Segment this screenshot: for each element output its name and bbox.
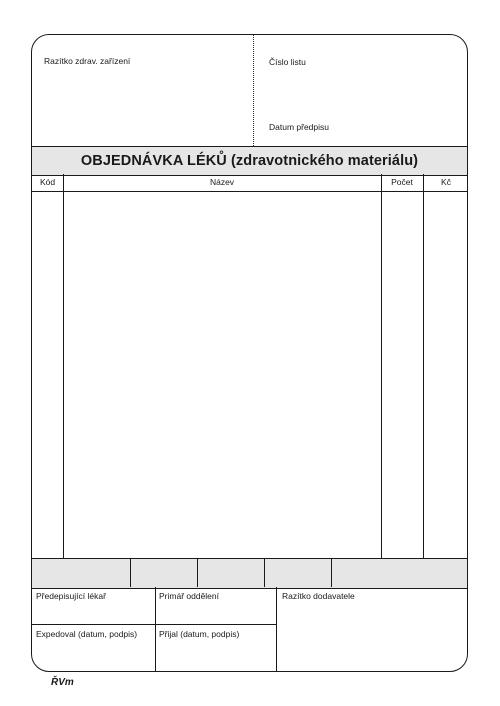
publisher-logo: ŘVm (51, 677, 74, 688)
column-header-code: Kód (39, 177, 56, 187)
received-label: Přijal (datum, podpis) (159, 629, 240, 639)
order-form (31, 34, 468, 672)
footer-divider-1 (155, 587, 156, 672)
summary-row (32, 558, 467, 589)
supplier-stamp-label: Razítko dodavatele (282, 591, 355, 601)
stamp-label: Razítko zdrav. zařízení (44, 56, 131, 66)
prescribing-doctor-label: Předepisující lékař (36, 591, 106, 601)
sheet-number-label: Číslo listu (269, 57, 306, 67)
prescription-date-label: Datum předpisu (269, 122, 330, 132)
column-header-count: Počet (391, 177, 413, 187)
summary-divider-3 (264, 558, 265, 587)
header-row-line (32, 191, 467, 192)
column-line-code (63, 174, 64, 587)
footer-divider-2 (276, 587, 277, 672)
column-header-name: Název (209, 177, 235, 187)
form-title-band (32, 146, 467, 176)
column-line-count (381, 174, 382, 587)
summary-divider-2 (197, 558, 198, 587)
column-line-price (423, 174, 424, 587)
summary-divider-4 (331, 558, 332, 587)
dispatched-label: Expedoval (datum, podpis) (36, 629, 138, 639)
header-divider (253, 35, 254, 146)
column-header-price: Kč (441, 177, 451, 187)
summary-divider-1 (130, 558, 131, 587)
footer-mid-line (32, 624, 276, 625)
form-title: OBJEDNÁVKA LÉKŮ (zdravotnického materiálu) (80, 153, 419, 169)
head-of-department-label: Primář oddělení (159, 591, 220, 601)
